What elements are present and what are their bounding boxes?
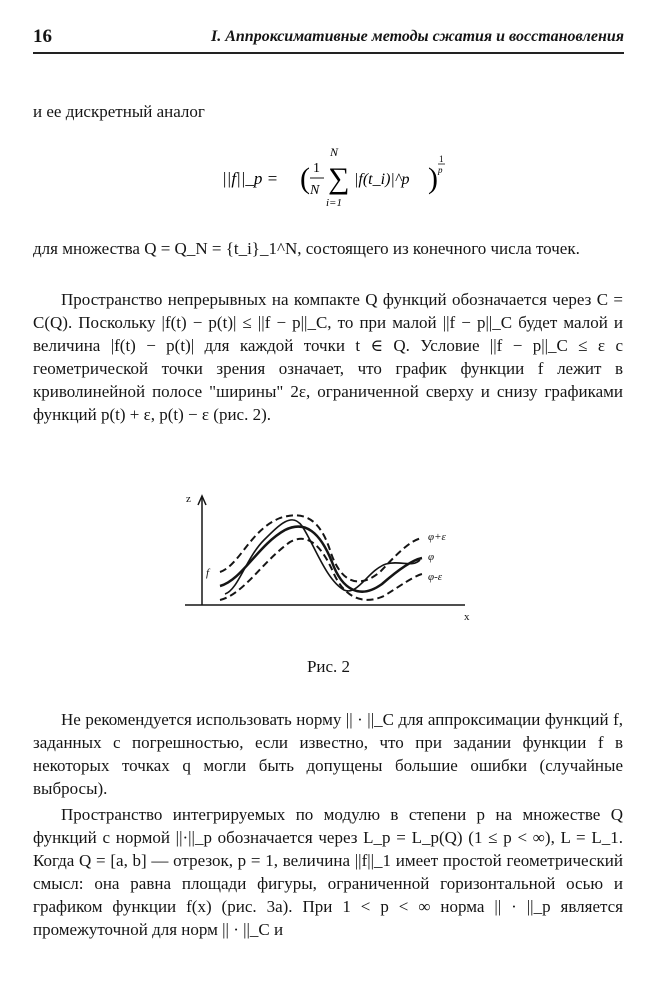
lower-band-curve xyxy=(220,539,422,600)
formula-left-paren: ( xyxy=(300,162,310,195)
page-number: 16 xyxy=(33,26,52,47)
phi-label: φ xyxy=(428,551,435,563)
formula-exp-den: p xyxy=(438,165,443,175)
formula-sum-sign: ∑ xyxy=(328,162,350,195)
running-title: I. Аппроксимативные методы сжатия и восстановления xyxy=(211,28,624,45)
formula-body: |f(t_i)|^p xyxy=(354,171,410,188)
paragraph-norm-warning: Не рекомендуется использовать норму || · ||_C для аппроксимации функций f, заданных с погрешностью, если известно, что при задании функции f в некоторых точках q могли быть допущены большие ошибки (случайные выбросы). xyxy=(33,710,623,798)
f-label: f xyxy=(206,567,210,579)
figure-band xyxy=(180,490,480,630)
header-rule xyxy=(33,52,624,54)
formula-frac-den: N xyxy=(310,183,320,198)
formula-frac-num: 1 xyxy=(313,161,320,176)
z-axis-label: z xyxy=(186,493,191,505)
x-axis-label: x xyxy=(464,611,470,623)
formula-sum-lower: i=1 xyxy=(326,197,342,209)
figure-caption: Рис. 2 xyxy=(306,657,351,676)
formula-lhs: ||f||_p = xyxy=(222,169,279,188)
formula-exp-num: 1 xyxy=(439,154,444,164)
norm-formula xyxy=(220,142,450,212)
paragraph-intro: и ее дискретный аналог xyxy=(33,102,205,121)
upper-band-label: φ+ε xyxy=(428,531,446,543)
formula-sum-upper: N xyxy=(330,145,339,159)
paragraph-discrete-set: для множества Q = Q_N = {t_i}_1^N, состоящего из конечного числа точек. xyxy=(33,239,580,258)
lower-band-label: φ-ε xyxy=(428,571,443,583)
paragraph-continuous-space: Пространство непрерывных на компакте Q функций обозначается через C = C(Q). Поскольку |f(t) − p(t)| ≤ ||f − p||_C, то при малой ||f − p||_C будет малой и величина |f(t) − p(t)| для каждой точки t ∈ Q. Условие ||f − p||_C ≤ ε с геометрической точки зрения означает, что график функции f лежит в криволинейной полосе "ширины" 2ε, ограниченной сверху и снизу графиками функций p(t) + ε, p(t) − ε (рис. 2). xyxy=(33,290,623,424)
paragraph-lp-space: Пространство интегрируемых по модулю в степени p на множестве Q функций с нормой ||·||_p обозначается через L_p = L_p(Q) (1 ≤ p < ∞), L = L_1. Когда Q = [a, b] — отрезок, p = 1, величина ||f||_1 имеет простой геометрический смысл: она равна площади фигуры, ограниченной горизонтальной осью и графиком функции f(x) (рис. 3а). При 1 < p < ∞ норма || · ||_p является промежуточной для норм || · ||_C и xyxy=(33,805,623,939)
formula-right-paren: ) xyxy=(428,162,438,195)
upper-band-curve xyxy=(220,515,422,581)
